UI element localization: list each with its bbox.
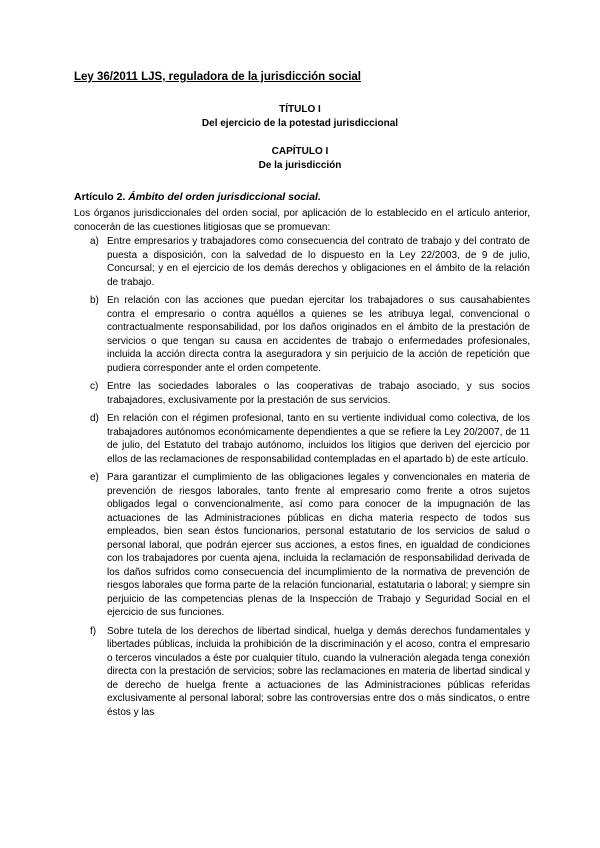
item-text: Sobre tutela de los derechos de libertad sindical, huelga y demás derechos fundamentales y libertades públicas, incluida la prohibición de la discriminación y el acoso, contra el empresario o terceros vinculados a éste por cualquier título, cuando la vulneración alegada tenga conexión directa con la prestación de servicios; sobre las reclamaciones en materia de libertad sindical y de derecho de huelga frente a actuaciones de las Administraciones públicas referidas exclusivamente al personal laboral; sobre las controversias entre dos o más sindicatos, o entre éstos y las: [107, 625, 530, 718]
item-text: Para garantizar el cumplimiento de las obligaciones legales y convencionales en materia de prevención de riesgos laborales, tanto frente al empresario como frente a otros sujetos obligados legal o convencionalmente, así como para conocer de la impugnación de las actuaciones de las Administraciones públicas en dicha materia respecto de todos sus empleados, bien sean éstos funcionarios, personal estatutario de los servicios de salud o personal laboral, que podrán ejercer sus acciones, a estos fines, en igualdad de condiciones con los trabajadores por cuenta ajena, incluida la reclamación de responsabilidad derivada de los daños sufridos como consecuencia del incumplimiento de la normativa de prevención de riesgos laborales que forma parte de la relación funcionarial, estatutaria o laboral; y siempre sin perjuicio de las competencias plenas de la Inspección de Trabajo y Seguridad Social en el ejercicio de sus funciones.: [107, 472, 531, 618]
item-marker: a): [90, 236, 99, 247]
list-item: [74, 625, 530, 720]
document-title: Ley 36/2011 LJS, reguladora de la jurisdicción social: [74, 71, 361, 83]
item-marker: c): [90, 381, 99, 392]
article-items-list: [74, 235, 530, 724]
list-item: [74, 471, 530, 620]
article-name: Ámbito del orden jurisdiccional social.: [128, 191, 321, 203]
list-item: [74, 412, 530, 466]
article-heading: [74, 191, 321, 203]
list-item: [74, 235, 530, 289]
item-text: Entre las sociedades laborales o las cooperativas de trabajo asociado, y sus socios trabajadores, exclusivamente por la prestación de sus servicios.: [107, 381, 530, 406]
list-item: [74, 380, 530, 407]
titulo-heading: TÍTULO I: [279, 104, 321, 115]
item-text: Entre empresarios y trabajadores como consecuencia del contrato de trabajo y del contrato de puesta a disposición, con la salvedad de lo dispuesto en la Ley 22/2003, de 9 de julio, Concursal; y en el ejercicio de los demás derechos y obligaciones en el ámbito de la relación de trabajo.: [107, 236, 530, 288]
list-item: [74, 294, 530, 375]
article-intro: Los órganos jurisdiccionales del orden social, por aplicación de lo establecido en el artículo anterior, conocerán de las cuestiones litigiosas que se promuevan:: [74, 208, 530, 233]
article-number: Artículo 2.: [74, 191, 126, 203]
item-marker: f): [90, 625, 97, 637]
capitulo-subtitle: De la jurisdicción: [258, 160, 342, 171]
item-text: En relación con el régimen profesional, tanto en su vertiente individual como colectiva, de los trabajadores autónomos económicamente dependientes a que se refiere la Ley 20/2007, de 11 de julio, del Estatuto del trabajo autónomo, incluidos los litigios que deriven del ejercicio por ellos de las reclamaciones de responsabilidad contempladas en el apartado b) de este artículo.: [107, 413, 530, 465]
item-marker: b): [90, 295, 99, 306]
capitulo-heading: CAPÍTULO I: [271, 146, 329, 157]
titulo-subtitle: Del ejercicio de la potestad jurisdiccional: [201, 118, 399, 129]
item-text: En relación con las acciones que puedan ejercitar los trabajadores o sus causahabientes contra el empresario o contra aquéllos a quienes se les atribuya legal, convencional o contractualmente responsabilidad, por los daños originados en el ámbito de la prestación de servicios o que tengan su causa en accidentes de trabajo o enfermedades profesionales, incluida la acción directa contra la aseguradora y sin perjuicio de la acción de repetición que pudiera corresponder ante el orden competente.: [107, 295, 530, 374]
item-marker: d): [90, 413, 99, 424]
item-marker: e): [90, 472, 99, 483]
